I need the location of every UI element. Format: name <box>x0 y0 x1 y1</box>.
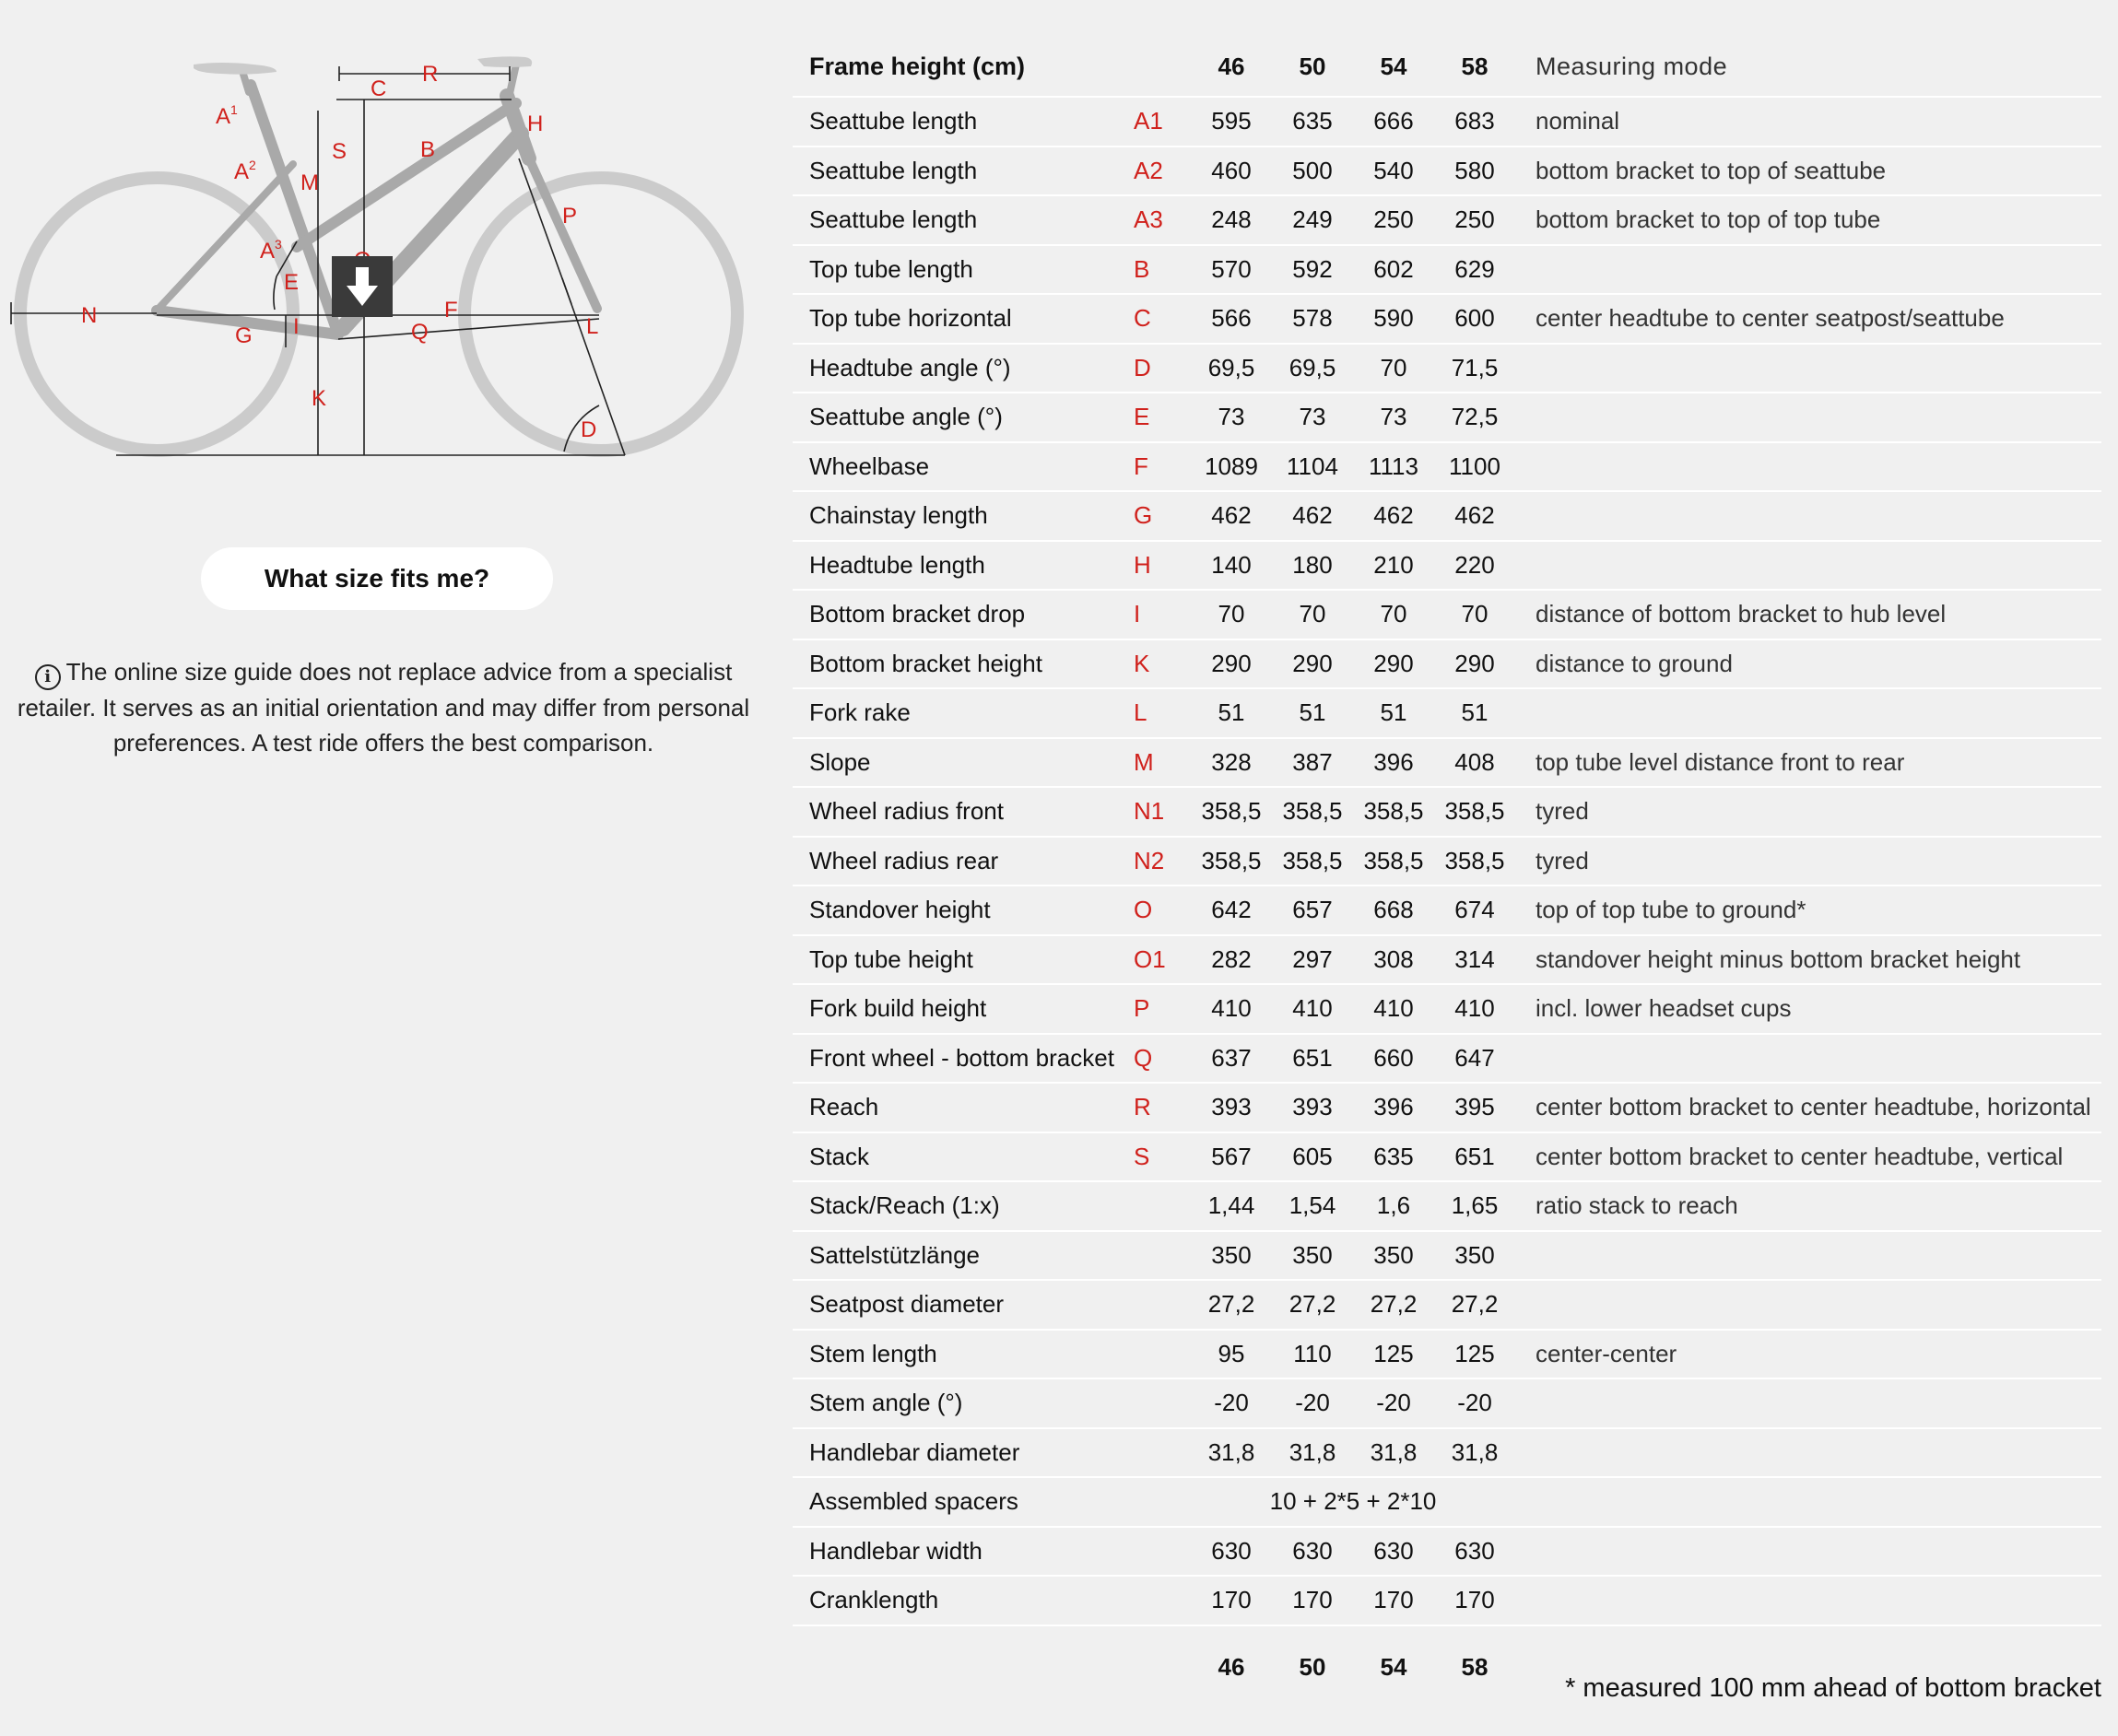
row-letter: C <box>1134 294 1191 344</box>
table-row <box>793 1083 2101 1132</box>
row-letter: N1 <box>1134 787 1191 837</box>
row-value: 462 <box>1353 491 1434 541</box>
row-mode: tyred <box>1515 787 2101 837</box>
row-value: 637 <box>1191 1034 1272 1084</box>
row-label: Seattube length <box>793 147 1134 196</box>
row-label: Stack/Reach (1:x) <box>793 1181 1134 1231</box>
row-letter: F <box>1134 442 1191 492</box>
row-value: 350 <box>1353 1231 1434 1281</box>
table-row <box>793 787 2101 837</box>
table-row <box>793 1527 2101 1577</box>
table-row <box>793 1576 2101 1625</box>
row-value: 1,65 <box>1434 1181 1515 1231</box>
row-letter: I <box>1134 590 1191 639</box>
row-value: 358,5 <box>1353 787 1434 837</box>
row-label: Standover height <box>793 886 1134 935</box>
disclaimer-text: The online size guide does not replace advice from a specialist retailer. It serves as an initial orientation and may differ from personal preferences. A test ride offers the best comparison. <box>17 658 750 757</box>
row-value: 635 <box>1272 97 1353 147</box>
table-row <box>793 886 2101 935</box>
row-value: 396 <box>1353 1083 1434 1132</box>
row-value: 578 <box>1272 294 1353 344</box>
table-row <box>793 1280 2101 1330</box>
row-value: 358,5 <box>1272 837 1353 886</box>
header-size: 50 <box>1299 52 1326 80</box>
header-measuring-mode: Measuring mode <box>1536 52 1728 80</box>
row-mode: center headtube to center seatpost/seattube <box>1515 294 2101 344</box>
row-label: Seattube length <box>793 97 1134 147</box>
label-A2: $A^2$ <box>234 158 256 184</box>
row-value: 657 <box>1272 886 1353 935</box>
table-body <box>793 97 2101 1625</box>
row-mode <box>1515 491 2101 541</box>
label-G: G <box>235 323 253 348</box>
row-value: 350 <box>1191 1231 1272 1281</box>
row-mode <box>1515 1576 2101 1625</box>
row-value: 683 <box>1434 97 1515 147</box>
row-value: 51 <box>1353 688 1434 738</box>
row-label: Slope <box>793 738 1134 788</box>
row-mode <box>1515 1378 2101 1428</box>
row-value: 410 <box>1272 984 1353 1034</box>
row-value: 1,44 <box>1191 1181 1272 1231</box>
table-row <box>793 393 2101 442</box>
row-value: 110 <box>1272 1330 1353 1379</box>
row-label: Handlebar diameter <box>793 1428 1134 1478</box>
row-value: 69,5 <box>1191 344 1272 393</box>
row-value: 358,5 <box>1191 787 1272 837</box>
row-value: 180 <box>1272 541 1353 591</box>
table-row <box>793 147 2101 196</box>
row-value: 651 <box>1434 1132 1515 1182</box>
row-value: 210 <box>1353 541 1434 591</box>
table-row <box>793 294 2101 344</box>
label-E: E <box>284 270 300 295</box>
row-value: 387 <box>1272 738 1353 788</box>
row-letter: A2 <box>1134 147 1191 196</box>
row-label: Fork build height <box>793 984 1134 1034</box>
label-K: K <box>312 386 327 411</box>
row-value: 393 <box>1272 1083 1353 1132</box>
table-row <box>793 491 2101 541</box>
table-row <box>793 1378 2101 1428</box>
row-value: 567 <box>1191 1132 1272 1182</box>
row-value: 630 <box>1434 1527 1515 1577</box>
row-value: 350 <box>1272 1231 1353 1281</box>
row-letter: L <box>1134 688 1191 738</box>
row-mode <box>1515 393 2101 442</box>
label-S: S <box>332 139 347 164</box>
row-label: Seatpost diameter <box>793 1280 1134 1330</box>
row-label: Cranklength <box>793 1576 1134 1625</box>
row-label: Wheelbase <box>793 442 1134 492</box>
table-row <box>793 1034 2101 1084</box>
row-value: 314 <box>1434 935 1515 985</box>
row-value: 170 <box>1191 1576 1272 1625</box>
label-N: N <box>81 303 98 328</box>
row-letter: S <box>1134 1132 1191 1182</box>
row-value: 308 <box>1353 935 1434 985</box>
row-letter: K <box>1134 639 1191 689</box>
row-mode: distance of bottom bracket to hub level <box>1515 590 2101 639</box>
row-value: -20 <box>1191 1378 1272 1428</box>
row-letter <box>1134 1378 1191 1428</box>
row-value: 250 <box>1353 195 1434 245</box>
row-value: 358,5 <box>1434 787 1515 837</box>
row-value: 69,5 <box>1272 344 1353 393</box>
row-value: 674 <box>1434 886 1515 935</box>
table-row <box>793 837 2101 886</box>
footer-size: 58 <box>1461 1653 1488 1681</box>
row-value: 70 <box>1434 590 1515 639</box>
row-label: Reach <box>793 1083 1134 1132</box>
row-value: 395 <box>1434 1083 1515 1132</box>
footer-size: 54 <box>1380 1653 1407 1681</box>
row-value: 31,8 <box>1272 1428 1353 1478</box>
row-value: 70 <box>1272 590 1353 639</box>
row-value: 290 <box>1191 639 1272 689</box>
row-value: 250 <box>1434 195 1515 245</box>
row-label: Headtube length <box>793 541 1134 591</box>
row-value: 410 <box>1191 984 1272 1034</box>
row-value: 1104 <box>1272 442 1353 492</box>
row-value: 73 <box>1272 393 1353 442</box>
table-row <box>793 738 2101 788</box>
table-row <box>793 1231 2101 1281</box>
footer-size: 50 <box>1299 1653 1326 1681</box>
row-letter: P <box>1134 984 1191 1034</box>
row-value: -20 <box>1434 1378 1515 1428</box>
row-value: 73 <box>1353 393 1434 442</box>
row-letter <box>1134 1477 1191 1527</box>
row-value: 27,2 <box>1191 1280 1272 1330</box>
table-row <box>793 195 2101 245</box>
row-value: 297 <box>1272 935 1353 985</box>
row-label: Seattube angle (°) <box>793 393 1134 442</box>
row-mode: bottom bracket to top of top tube <box>1515 195 2101 245</box>
row-value: 31,8 <box>1353 1428 1434 1478</box>
table-row <box>793 541 2101 591</box>
row-value: 140 <box>1191 541 1272 591</box>
row-value: 540 <box>1353 147 1434 196</box>
row-value: 51 <box>1191 688 1272 738</box>
row-value: 500 <box>1272 147 1353 196</box>
row-letter: R <box>1134 1083 1191 1132</box>
saddle-and-bar <box>194 56 532 74</box>
row-letter <box>1134 1527 1191 1577</box>
table-row <box>793 97 2101 147</box>
row-value: 125 <box>1434 1330 1515 1379</box>
row-mode <box>1515 1034 2101 1084</box>
row-label: Fork rake <box>793 688 1134 738</box>
row-value: 668 <box>1353 886 1434 935</box>
row-mode: center bottom bracket to center headtube, vertical <box>1515 1132 2101 1182</box>
row-letter: N2 <box>1134 837 1191 886</box>
label-C: C <box>371 76 387 101</box>
row-label: Seattube length <box>793 195 1134 245</box>
header-frame-height: Frame height (cm) <box>809 52 1026 80</box>
row-value: 282 <box>1191 935 1272 985</box>
row-letter: A3 <box>1134 195 1191 245</box>
row-value: 1089 <box>1191 442 1272 492</box>
row-value: 629 <box>1434 245 1515 295</box>
row-value: 396 <box>1353 738 1434 788</box>
row-value: 358,5 <box>1434 837 1515 886</box>
row-value: 70 <box>1353 590 1434 639</box>
row-letter: G <box>1134 491 1191 541</box>
row-value: 290 <box>1434 639 1515 689</box>
row-mode <box>1515 1280 2101 1330</box>
row-mode: center-center <box>1515 1330 2101 1379</box>
row-letter <box>1134 1280 1191 1330</box>
row-value: 462 <box>1434 491 1515 541</box>
row-value: 51 <box>1434 688 1515 738</box>
row-value: 95 <box>1191 1330 1272 1379</box>
table-row <box>793 344 2101 393</box>
label-P: P <box>562 204 578 229</box>
row-value: 630 <box>1353 1527 1434 1577</box>
row-value: 595 <box>1191 97 1272 147</box>
row-value: 410 <box>1434 984 1515 1034</box>
row-mode: center bottom bracket to center headtube, horizontal <box>1515 1083 2101 1132</box>
row-value: 642 <box>1191 886 1272 935</box>
label-I: I <box>293 314 300 339</box>
row-value: 51 <box>1272 688 1353 738</box>
row-label: Chainstay length <box>793 491 1134 541</box>
table-row <box>793 639 2101 689</box>
row-value: 635 <box>1353 1132 1434 1182</box>
table-row <box>793 590 2101 639</box>
table-row <box>793 935 2101 985</box>
row-value-merged: 10 + 2*5 + 2*10 <box>1191 1477 1515 1527</box>
row-letter <box>1134 1231 1191 1281</box>
row-value: 666 <box>1353 97 1434 147</box>
row-value: 27,2 <box>1272 1280 1353 1330</box>
row-letter: O1 <box>1134 935 1191 985</box>
row-value: 328 <box>1191 738 1272 788</box>
label-F: F <box>444 298 458 323</box>
row-value: 248 <box>1191 195 1272 245</box>
row-label: Bottom bracket height <box>793 639 1134 689</box>
row-mode: standover height minus bottom bracket height <box>1515 935 2101 985</box>
label-L: L <box>586 314 599 339</box>
row-mode: ratio stack to reach <box>1515 1181 2101 1231</box>
row-value: 27,2 <box>1353 1280 1434 1330</box>
row-value: 125 <box>1353 1330 1434 1379</box>
header-size: 58 <box>1461 52 1488 80</box>
row-value: 647 <box>1434 1034 1515 1084</box>
row-letter: O <box>1134 886 1191 935</box>
table-row <box>793 245 2101 295</box>
row-value: 72,5 <box>1434 393 1515 442</box>
label-D: D <box>581 417 597 442</box>
row-value: 1113 <box>1353 442 1434 492</box>
info-icon: i <box>35 664 61 690</box>
row-mode: top tube level distance front to rear <box>1515 738 2101 788</box>
row-label: Bottom bracket drop <box>793 590 1134 639</box>
size-guide-disclaimer <box>6 654 761 760</box>
row-value: 290 <box>1272 639 1353 689</box>
row-letter: M <box>1134 738 1191 788</box>
row-mode <box>1515 688 2101 738</box>
table-row <box>793 1428 2101 1478</box>
table-row <box>793 1477 2101 1527</box>
row-label: Headtube angle (°) <box>793 344 1134 393</box>
row-label: Assembled spacers <box>793 1477 1134 1527</box>
row-letter: E <box>1134 393 1191 442</box>
row-value: -20 <box>1353 1378 1434 1428</box>
row-value: 220 <box>1434 541 1515 591</box>
row-mode <box>1515 541 2101 591</box>
row-value: 570 <box>1191 245 1272 295</box>
row-value: 592 <box>1272 245 1353 295</box>
row-value: 358,5 <box>1353 837 1434 886</box>
row-label: Wheel radius front <box>793 787 1134 837</box>
row-value: 410 <box>1353 984 1434 1034</box>
row-value: 350 <box>1434 1231 1515 1281</box>
row-mode: tyred <box>1515 837 2101 886</box>
row-value: 170 <box>1353 1576 1434 1625</box>
row-value: 462 <box>1272 491 1353 541</box>
row-value: 170 <box>1272 1576 1353 1625</box>
geometry-table <box>793 37 2101 1704</box>
row-mode: distance to ground <box>1515 639 2101 689</box>
label-B: B <box>420 137 436 162</box>
row-value: 1,6 <box>1353 1181 1434 1231</box>
row-value: 358,5 <box>1191 837 1272 886</box>
header-size: 46 <box>1218 52 1245 80</box>
table-row <box>793 1132 2101 1182</box>
row-letter <box>1134 1330 1191 1379</box>
row-mode <box>1515 1231 2101 1281</box>
label-A3: $A^3$ <box>260 237 282 264</box>
row-value: 605 <box>1272 1132 1353 1182</box>
row-mode: nominal <box>1515 97 2101 147</box>
header-size: 54 <box>1380 52 1407 80</box>
row-value: -20 <box>1272 1378 1353 1428</box>
table-row <box>793 984 2101 1034</box>
table-row <box>793 442 2101 492</box>
row-value: 1100 <box>1434 442 1515 492</box>
row-label: Top tube length <box>793 245 1134 295</box>
footer-size: 46 <box>1218 1653 1245 1681</box>
left-panel <box>0 0 765 1736</box>
row-label: Front wheel - bottom bracket <box>793 1034 1134 1084</box>
table-header-row <box>793 37 2101 97</box>
row-value: 170 <box>1434 1576 1515 1625</box>
row-label: Handlebar width <box>793 1527 1134 1577</box>
row-label: Stack <box>793 1132 1134 1182</box>
row-mode <box>1515 1527 2101 1577</box>
label-A1: $A^1$ <box>216 102 238 129</box>
label-R: R <box>422 62 439 87</box>
row-label: Stem angle (°) <box>793 1378 1134 1428</box>
row-label: Sattelstützlänge <box>793 1231 1134 1281</box>
row-letter: D <box>1134 344 1191 393</box>
bike-geometry-diagram <box>0 37 765 479</box>
download-arrow-icon[interactable] <box>332 256 393 317</box>
row-mode: bottom bracket to top of seattube <box>1515 147 2101 196</box>
row-mode: incl. lower headset cups <box>1515 984 2101 1034</box>
what-size-fits-me-button[interactable]: What size fits me? <box>201 547 553 610</box>
row-value: 31,8 <box>1434 1428 1515 1478</box>
row-letter <box>1134 1576 1191 1625</box>
row-mode <box>1515 245 2101 295</box>
row-value: 660 <box>1353 1034 1434 1084</box>
label-Q: Q <box>411 320 429 345</box>
row-value: 27,2 <box>1434 1280 1515 1330</box>
row-value: 630 <box>1191 1527 1272 1577</box>
row-letter <box>1134 1428 1191 1478</box>
row-value: 566 <box>1191 294 1272 344</box>
row-value: 651 <box>1272 1034 1353 1084</box>
row-letter: H <box>1134 541 1191 591</box>
row-mode <box>1515 1428 2101 1478</box>
table-row <box>793 1330 2101 1379</box>
row-value: 249 <box>1272 195 1353 245</box>
table-row <box>793 1181 2101 1231</box>
row-mode <box>1515 344 2101 393</box>
row-value: 630 <box>1272 1527 1353 1577</box>
label-M: M <box>300 170 319 195</box>
row-label: Stem length <box>793 1330 1134 1379</box>
row-value: 73 <box>1191 393 1272 442</box>
front-wheel <box>465 178 737 451</box>
row-mode <box>1515 1477 2101 1527</box>
row-letter: A1 <box>1134 97 1191 147</box>
row-label: Wheel radius rear <box>793 837 1134 886</box>
row-value: 393 <box>1191 1083 1272 1132</box>
row-value: 70 <box>1353 344 1434 393</box>
row-value: 590 <box>1353 294 1434 344</box>
row-letter <box>1134 1181 1191 1231</box>
label-H: H <box>527 111 544 136</box>
footnote: * measured 100 mm ahead of bottom bracket <box>1565 1673 2101 1703</box>
row-value: 462 <box>1191 491 1272 541</box>
row-value: 358,5 <box>1272 787 1353 837</box>
row-value: 600 <box>1434 294 1515 344</box>
row-value: 602 <box>1353 245 1434 295</box>
row-value: 1,54 <box>1272 1181 1353 1231</box>
row-label: Top tube height <box>793 935 1134 985</box>
table-row <box>793 688 2101 738</box>
row-mode <box>1515 442 2101 492</box>
row-value: 460 <box>1191 147 1272 196</box>
row-value: 580 <box>1434 147 1515 196</box>
row-letter: B <box>1134 245 1191 295</box>
row-label: Top tube horizontal <box>793 294 1134 344</box>
row-mode: top of top tube to ground* <box>1515 886 2101 935</box>
row-value: 70 <box>1191 590 1272 639</box>
row-value: 290 <box>1353 639 1434 689</box>
row-letter: Q <box>1134 1034 1191 1084</box>
row-value: 71,5 <box>1434 344 1515 393</box>
row-value: 31,8 <box>1191 1428 1272 1478</box>
row-value: 408 <box>1434 738 1515 788</box>
